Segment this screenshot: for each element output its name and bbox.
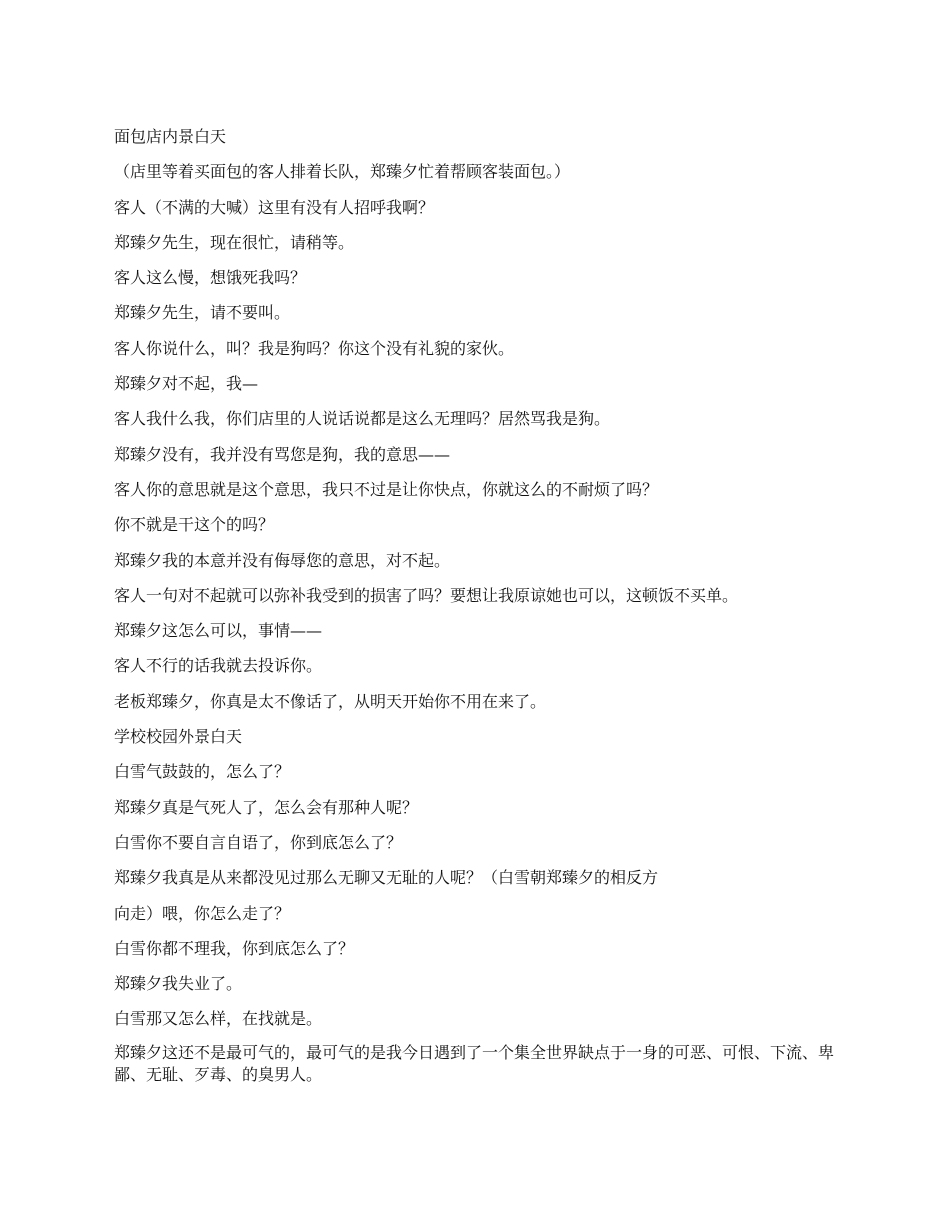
dialogue-line: 郑臻夕先生，现在很忙，请稍等。 [114, 232, 355, 252]
dialogue-line: 你不就是干这个的吗？ [114, 515, 275, 535]
dialogue-line: 郑臻夕真是气死人了，怎么会有那种人呢？ [114, 797, 419, 817]
dialogue-line: 白雪气鼓鼓的，怎么了？ [114, 762, 291, 782]
dialogue-line: 白雪你不要自言自语了，你到底怎么了？ [114, 832, 403, 852]
dialogue-paragraph: 郑臻夕这还不是最可气的，最可气的是我今日遇到了一个集全世界缺点于一身的可恶、可恨、下流、卑鄙、无耻、歹毒、的臭男人。 [114, 1042, 835, 1084]
dialogue-line: 向走）喂，你怎么走了？ [114, 903, 291, 923]
dialogue-line: 郑臻夕这怎么可以，事情—— [114, 621, 323, 641]
dialogue-line: 客人你说什么，叫？我是狗吗？你这个没有礼貌的家伙。 [114, 338, 515, 358]
dialogue-line: 郑臻夕我的本意并没有侮辱您的意思，对不起。 [114, 550, 451, 570]
dialogue-line: 郑臻夕我真是从来都没见过那么无聊又无耻的人呢？（白雪朝郑臻夕的相反方 [114, 868, 659, 888]
dialogue-line: 郑臻夕先生，请不要叫。 [114, 303, 291, 323]
dialogue-line: 客人（不满的大喊）这里有没有人招呼我啊？ [114, 197, 435, 217]
dialogue-line: 郑臻夕我失业了。 [114, 974, 243, 994]
script-text [114, 124, 844, 1096]
dialogue-line: 客人这么慢，想饿死我吗？ [114, 268, 307, 288]
dialogue-line: 老板郑臻夕，你真是太不像话了，从明天开始你不用在来了。 [114, 691, 547, 711]
dialogue-line: 客人一句对不起就可以弥补我受到的损害了吗？要想让我原谅她也可以，这顿饭不买单。 [114, 585, 739, 605]
dialogue-line: 郑臻夕没有，我并没有骂您是狗，我的意思—— [114, 444, 451, 464]
stage-direction: （店里等着买面包的客人排着长队，郑臻夕忙着帮顾客装面包。） [114, 162, 571, 182]
scene-heading: 面包店内景白天 [114, 127, 227, 146]
scene-heading: 学校校园外景白天 [114, 727, 243, 747]
dialogue-line: 客人你的意思就是这个意思，我只不过是让你快点，你就这么的不耐烦了吗？ [114, 479, 659, 499]
dialogue-line: 客人我什么我，你们店里的人说话说都是这么无理吗？居然骂我是狗。 [114, 409, 611, 429]
dialogue-line: 白雪你都不理我，你到底怎么了？ [114, 938, 355, 958]
dialogue-line: 郑臻夕对不起，我— [114, 374, 259, 394]
dialogue-line: 客人不行的话我就去投诉你。 [114, 656, 323, 676]
dialogue-line: 白雪那又怎么样，在找就是。 [114, 1009, 323, 1029]
